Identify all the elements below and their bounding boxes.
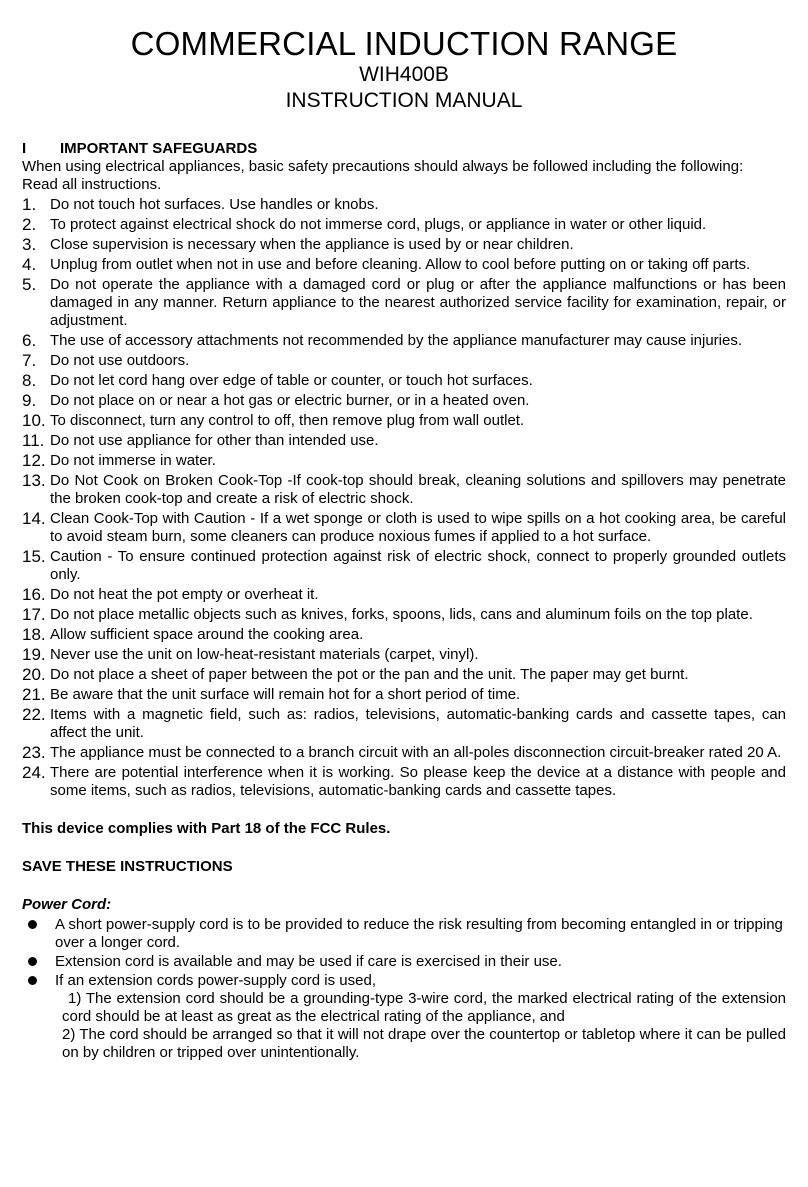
document-type: INSTRUCTION MANUAL — [285, 89, 523, 112]
safeguard-text: Items with a magnetic field, such as: radios, televisions, automatic-banking cards and cassette tapes, can affect the unit. — [50, 706, 786, 741]
safeguard-number: 15. — [22, 547, 46, 566]
safeguard-text: Do not heat the pot empty or overheat it. — [50, 586, 319, 603]
bullet-dot-icon — [28, 976, 37, 985]
safeguard-item — [22, 276, 786, 330]
safeguard-number: 17. — [22, 605, 46, 624]
safeguard-item — [22, 706, 786, 742]
safeguard-number: 6. — [22, 331, 37, 350]
bullet-dot-icon — [28, 957, 37, 966]
bullet-dot-icon — [28, 920, 37, 929]
safeguard-number: 13. — [22, 471, 46, 490]
safeguard-item — [22, 412, 786, 430]
safeguard-number: 2. — [22, 215, 37, 234]
section-title: IMPORTANT SAFEGUARDS — [60, 140, 258, 157]
safeguard-item — [22, 236, 786, 254]
safeguard-item — [22, 216, 786, 234]
safeguard-text: The appliance must be connected to a branch circuit with an all-poles disconnection circuit-breaker rated 20 A. — [50, 744, 782, 761]
safeguard-text: Do not immerse in water. — [50, 452, 216, 469]
safeguard-text: Do not touch hot surfaces. Use handles or knobs. — [50, 196, 379, 213]
safeguard-item — [22, 256, 786, 274]
safeguard-number: 7. — [22, 351, 37, 370]
safeguard-text: Do not place a sheet of paper between the pot or the pan and the unit. The paper may get burnt. — [50, 666, 689, 683]
fcc-notice: This device complies with Part 18 of the FCC Rules. — [22, 820, 391, 837]
safeguard-list — [22, 196, 786, 800]
safeguard-item — [22, 392, 786, 410]
power-cord-bullets — [22, 916, 786, 990]
safeguard-number: 21. — [22, 685, 46, 704]
safeguard-number: 1. — [22, 195, 37, 214]
safeguard-text: Do not use appliance for other than intended use. — [50, 432, 379, 449]
power-cord-bullet-text: A short power-supply cord is to be provided to reduce the risk resulting from becoming entangled in or tripping over a longer cord. — [55, 916, 783, 951]
section-number: I — [22, 140, 27, 157]
safeguard-item — [22, 432, 786, 450]
power-cord-heading: Power Cord: — [22, 896, 112, 913]
save-instructions-notice: SAVE THESE INSTRUCTIONS — [22, 858, 233, 875]
safeguard-text: Do not place metallic objects such as knives, forks, spoons, lids, cans and aluminum foils on the top plate. — [50, 606, 753, 623]
safeguard-text: To protect against electrical shock do not immerse cord, plugs, or appliance in water or other liquid. — [50, 216, 707, 233]
safeguard-item — [22, 510, 786, 546]
safeguard-number: 23. — [22, 743, 46, 762]
safeguard-item — [22, 372, 786, 390]
safeguard-item — [22, 666, 786, 684]
safeguard-text: Do not operate the appliance with a damaged cord or plug or after the appliance malfunctions or has been damaged in any manner. Return appliance to the nearest authorized service facility for examination, repair, or adjustment. — [50, 276, 786, 329]
safeguard-number: 9. — [22, 391, 37, 410]
safeguard-text: Never use the unit on low-heat-resistant materials (carpet, vinyl). — [50, 646, 479, 663]
safeguard-item — [22, 646, 786, 664]
safeguard-item — [22, 606, 786, 624]
safeguard-item — [22, 744, 786, 762]
power-cord-sub-item: 2) The cord should be arranged so that it will not drape over the countertop or tabletop where it can be pulled on by children or tripped over unintentionally. — [62, 1026, 786, 1061]
safeguard-number: 10. — [22, 411, 46, 430]
power-cord-sub-item: 1) The extension cord should be a grounding-type 3-wire cord, the marked electrical rating of the extension cord should be at least as great as the electrical rating of the appliance, and — [62, 990, 786, 1025]
safeguard-number: 11. — [22, 431, 45, 450]
read-all-instructions: Read all instructions. — [22, 176, 162, 193]
safeguard-number: 8. — [22, 371, 37, 390]
power-cord-bullet-text: Extension cord is available and may be used if care is exercised in their use. — [55, 953, 562, 970]
section-intro: When using electrical appliances, basic safety precautions should always be followed including the following: — [22, 158, 744, 175]
safeguard-number: 3. — [22, 235, 37, 254]
safeguard-number: 5. — [22, 275, 37, 294]
section-heading — [22, 140, 786, 158]
safeguard-text: Caution - To ensure continued protection against risk of electric shock, connect to properly grounded outlets only. — [50, 548, 786, 583]
safeguard-number: 18. — [22, 625, 46, 644]
safeguard-number: 22. — [22, 705, 46, 724]
safeguard-number: 4. — [22, 255, 37, 274]
model-number: WIH400B — [359, 63, 449, 86]
safeguard-text: Allow sufficient space around the cooking area. — [50, 626, 364, 643]
safeguard-item — [22, 332, 786, 350]
safeguard-number: 14. — [22, 509, 46, 528]
safeguard-item — [22, 626, 786, 644]
safeguard-item — [22, 352, 786, 370]
safeguard-number: 24. — [22, 763, 46, 782]
safeguard-number: 16. — [22, 585, 46, 604]
safeguard-text: Clean Cook-Top with Caution - If a wet sponge or cloth is used to wipe spills on a hot cooking area, be careful to avoid steam burn, some cleaners can produce noxious fumes if applied to a hot surface. — [50, 510, 786, 545]
safeguard-text: Do not let cord hang over edge of table or counter, or touch hot surfaces. — [50, 372, 533, 389]
document-title: COMMERCIAL INDUCTION RANGE — [130, 25, 678, 62]
safeguard-text: Unplug from outlet when not in use and before cleaning. Allow to cool before putting on or taking off parts. — [50, 256, 751, 273]
safeguard-text: Be aware that the unit surface will remain hot for a short period of time. — [50, 686, 521, 703]
safeguard-text: Do Not Cook on Broken Cook-Top -If cook-top should break, cleaning solutions and spillovers may penetrate the broken cook-top and create a risk of electric shock. — [50, 472, 786, 507]
safeguard-item — [22, 764, 786, 800]
power-cord-bullet — [22, 953, 786, 971]
safeguard-item — [22, 548, 786, 584]
safeguard-item — [22, 452, 786, 470]
safeguard-item — [22, 686, 786, 704]
safeguard-text: Do not use outdoors. — [50, 352, 190, 369]
power-cord-bullet-text: If an extension cords power-supply cord is used, — [55, 972, 376, 989]
safeguard-text: To disconnect, turn any control to off, then remove plug from wall outlet. — [50, 412, 525, 429]
safeguard-item — [22, 196, 786, 214]
safeguard-item — [22, 472, 786, 508]
power-cord-sub-items — [22, 990, 786, 1062]
manual-page — [22, 26, 786, 1062]
safeguard-text: There are potential interference when it is working. So please keep the device at a distance with people and some items, such as radios, televisions, automatic-banking cards and cassette tapes. — [50, 764, 786, 799]
power-cord-bullet — [22, 916, 786, 952]
safeguard-number: 12. — [22, 451, 46, 470]
safeguard-item — [22, 586, 786, 604]
safeguard-text: Close supervision is necessary when the appliance is used by or near children. — [50, 236, 574, 253]
safeguard-text: Do not place on or near a hot gas or electric burner, or in a heated oven. — [50, 392, 530, 409]
safeguard-text: The use of accessory attachments not recommended by the appliance manufacturer may cause injuries. — [50, 332, 743, 349]
safeguard-number: 20. — [22, 665, 46, 684]
power-cord-bullet — [22, 972, 786, 990]
safeguard-number: 19. — [22, 645, 46, 664]
